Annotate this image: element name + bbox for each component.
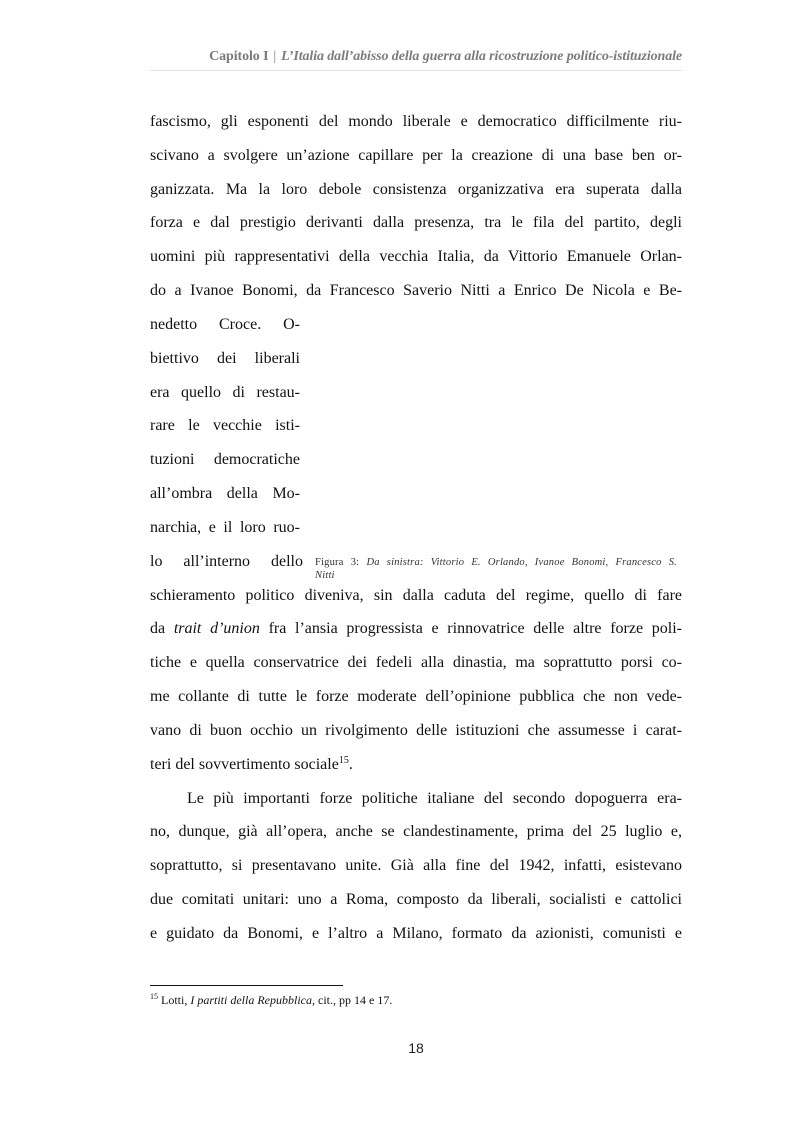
body-line — [150, 612, 682, 646]
body-line: fascismo, gli esponenti del mondo liberale e democratico difficilmente riu- — [150, 113, 682, 130]
body-line: narchia, e il loro ruo- — [150, 518, 300, 536]
body-line: soprattutto, si presentavano unite. Già alla fine del 1942, infatti, esistevano — [150, 857, 682, 875]
header-chapter: Capitolo I — [209, 49, 269, 64]
footnote-number: 15 — [150, 992, 158, 1001]
body-line: Le più importanti forze politiche italiane del secondo dopoguerra era- — [187, 789, 682, 807]
body-line: due comitati unitari: uno a Roma, composto da liberali, socialisti e cattolici — [150, 891, 682, 909]
body-line: e guidato da Bonomi, e l’altro a Milano, formato da azionisti, comunisti e — [150, 924, 682, 942]
figure-caption — [315, 556, 677, 582]
body-line: tuzioni democratiche — [150, 451, 300, 469]
footnote-reference: 15 — [338, 754, 349, 766]
header-rule — [150, 70, 682, 71]
body-line-segment: . — [348, 755, 353, 773]
figure-caption-line — [315, 556, 677, 569]
italic-term: trait d’union — [173, 620, 260, 638]
body-line: lo all’interno dello — [150, 552, 303, 570]
footnote — [150, 992, 682, 1008]
body-line-segment: teri del sovvertimento sociale — [150, 755, 339, 773]
body-line: all’ombra della Mo- — [150, 485, 300, 503]
footnote-title: I partiti della Repubblica, — [190, 993, 315, 1007]
body-line: ganizzata. Ma la loro debole consistenza organizzativa era superata dalla — [150, 180, 682, 198]
body-line: era quello di restau- — [150, 383, 300, 401]
figure-image — [315, 318, 682, 550]
header-separator: | — [273, 49, 277, 64]
body-line: scivano a svolgere un’azione capillare per la creazione di una base ben or- — [150, 146, 682, 164]
body-line: nedetto Croce. O- — [150, 315, 300, 333]
footnote-author: Lotti, — [161, 993, 188, 1007]
body-line: schieramento politico diveniva, sin dalla caduta del regime, quello di fare — [150, 586, 682, 604]
body-line: do a Ivanoe Bonomi, da Francesco Saverio Nitti a Enrico De Nicola e Be- — [150, 282, 682, 300]
body-line — [150, 748, 682, 782]
body-line: vano di buon occhio un rivolgimento delle istituzioni che assumesse i carat- — [150, 721, 682, 739]
body-line: forza e dal prestigio derivanti dalla presenza, tra le fila del partito, degli — [150, 214, 682, 232]
body-line: no, dunque, già all’opera, anche se clandestinamente, prima del 25 luglio e, — [150, 823, 682, 841]
body-line: tiche e quella conservatrice dei fedeli alla dinastia, ma soprattutto porsi co- — [150, 654, 682, 672]
body-line: uomini più rappresentativi della vecchia Italia, da Vittorio Emanuele Orlan- — [150, 248, 682, 266]
body-line: rare le vecchie isti- — [150, 417, 300, 435]
figure-caption-line — [315, 569, 677, 582]
footnote-separator — [150, 985, 343, 986]
figure-label: Figura 3: — [315, 557, 360, 568]
figure-caption-text: Da sinistra: Vittorio E. Orlando, Ivanoe Bonomi, Francesco S. — [366, 557, 678, 568]
page-number: 18 — [408, 1040, 424, 1056]
running-header — [60, 47, 682, 67]
body-line: me collante di tutte le forze moderate dell’opinione pubblica che non vede- — [150, 688, 682, 706]
body-line-segment: da — [150, 620, 166, 638]
body-line: biettivo dei liberali — [150, 349, 300, 367]
body-line-segment: fra l’ansia progressista e rinnovatrice delle altre forze poli- — [268, 620, 683, 638]
footnote-rest: cit., pp 14 e 17. — [318, 993, 393, 1007]
figure-caption-text: Nitti — [315, 570, 335, 581]
header-title: L’Italia dall’abisso della guerra alla ricostruzione politico-istituzionale — [281, 49, 682, 64]
